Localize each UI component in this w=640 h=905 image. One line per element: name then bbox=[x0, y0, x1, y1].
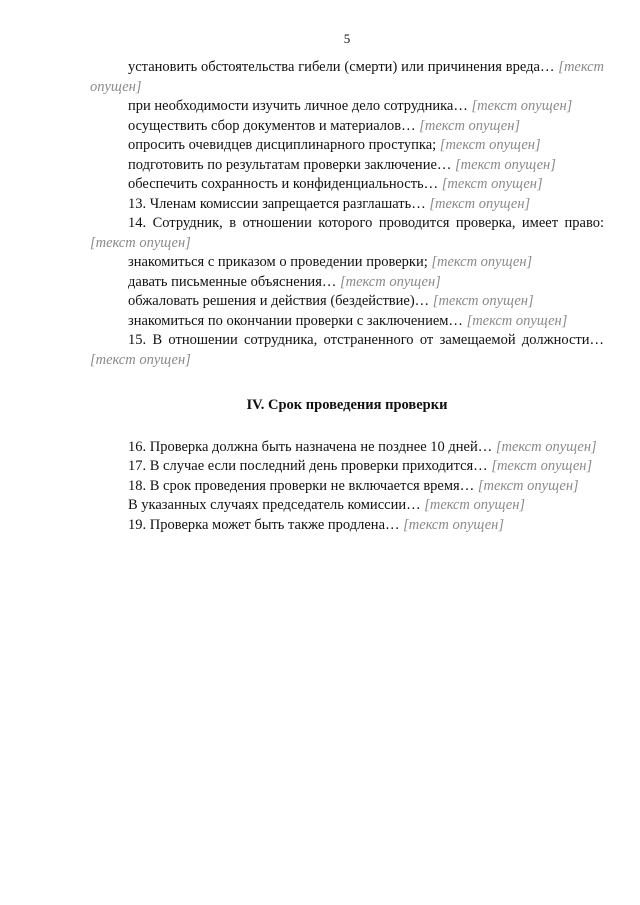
paragraph-opening: 18. В срок проведения проверки не включается время… bbox=[128, 477, 478, 494]
paragraph-opening: подготовить по результатам проверки заключение… bbox=[128, 156, 456, 173]
before-paragraph bbox=[90, 175, 604, 195]
omitted-text-placeholder: [текст опущен] bbox=[424, 497, 526, 513]
paragraph-opening: при необходимости изучить личное дело сотрудника… bbox=[128, 98, 472, 114]
omitted-text-placeholder: [текст опущен] bbox=[431, 254, 533, 270]
after-paragraph bbox=[90, 477, 604, 497]
paragraph-opening: 13. Членам комиссии запрещается разглашать… bbox=[128, 195, 430, 212]
paragraph-opening: опросить очевидцев дисциплинарного проступка; bbox=[128, 137, 440, 153]
omitted-text-placeholder: [текст опущен] bbox=[455, 156, 556, 173]
omitted-text-placeholder: [текст опущен] bbox=[90, 351, 191, 368]
omitted-text-placeholder: [текст опущен] bbox=[441, 176, 543, 192]
after-paragraph bbox=[90, 516, 604, 536]
before-paragraph bbox=[90, 214, 604, 253]
omitted-text-placeholder: [текст опущен] bbox=[419, 117, 521, 134]
after-paragraph bbox=[90, 438, 604, 458]
paragraph-opening: знакомиться по окончании проверки с заключением… bbox=[128, 312, 467, 329]
page-number: 5 bbox=[343, 31, 351, 46]
omitted-text-placeholder: [текст опущен] bbox=[90, 59, 604, 95]
before-paragraph bbox=[90, 117, 604, 137]
paragraph-opening: обеспечить сохранность и конфиденциальность… bbox=[128, 176, 442, 192]
omitted-text-placeholder: [текст опущен] bbox=[439, 137, 541, 153]
paragraph-opening: 16. Проверка должна быть назначена не позднее 10 дней… bbox=[128, 438, 496, 455]
paragraph-opening: знакомиться с приказом о проведении проверки; bbox=[128, 254, 432, 270]
section-heading: IV. Срок проведения проверки bbox=[246, 397, 448, 413]
before-paragraph bbox=[90, 195, 604, 215]
before-paragraph bbox=[90, 253, 604, 273]
paragraph-opening: 19. Проверка может быть также продлена… bbox=[128, 516, 404, 533]
paragraph-opening: давать письменные объяснения… bbox=[128, 273, 340, 290]
omitted-text-placeholder: [текст опущен] bbox=[495, 438, 597, 455]
before-paragraph bbox=[90, 156, 604, 176]
omitted-text-placeholder: [текст опущен] bbox=[471, 98, 573, 114]
omitted-text-placeholder: [текст опущен] bbox=[491, 458, 593, 474]
before-paragraph bbox=[90, 136, 604, 156]
paragraph-opening: В указанных случаях председатель комиссии… bbox=[128, 497, 425, 513]
paragraph-opening: установить обстоятельства гибели (смерти) или причинения вреда… bbox=[128, 59, 559, 75]
omitted-text-placeholder: [текст опущен] bbox=[340, 273, 441, 290]
omitted-text-placeholder: [текст опущен] bbox=[403, 516, 504, 533]
omitted-text-placeholder: [текст опущен] bbox=[466, 312, 568, 329]
before-paragraph bbox=[90, 273, 604, 293]
before-paragraph bbox=[90, 97, 604, 117]
after-paragraph bbox=[90, 496, 604, 516]
paragraph-opening: осуществить сбор документов и материалов… bbox=[128, 117, 420, 134]
paragraphs-after bbox=[90, 438, 604, 536]
omitted-text-placeholder: [текст опущен] bbox=[432, 293, 534, 309]
omitted-text-placeholder: [текст опущен] bbox=[477, 477, 579, 494]
paragraph-opening: 14. Сотрудник, в отношении которого проводится проверка, имеет право: bbox=[128, 215, 604, 231]
after-paragraph bbox=[90, 457, 604, 477]
before-paragraph bbox=[90, 58, 604, 97]
omitted-text-placeholder: [текст опущен] bbox=[90, 234, 191, 251]
paragraph-opening: 15. В отношении сотрудника, отстраненного от замещаемой должности… bbox=[128, 332, 604, 348]
paragraph-opening: обжаловать решения и действия (бездействие)… bbox=[128, 293, 433, 309]
before-paragraph bbox=[90, 331, 604, 370]
omitted-text-placeholder: [текст опущен] bbox=[429, 195, 531, 212]
before-paragraph bbox=[90, 292, 604, 312]
paragraphs-before bbox=[90, 58, 604, 370]
before-paragraph bbox=[90, 312, 604, 332]
paragraph-opening: 17. В случае если последний день проверки приходится… bbox=[128, 458, 492, 474]
